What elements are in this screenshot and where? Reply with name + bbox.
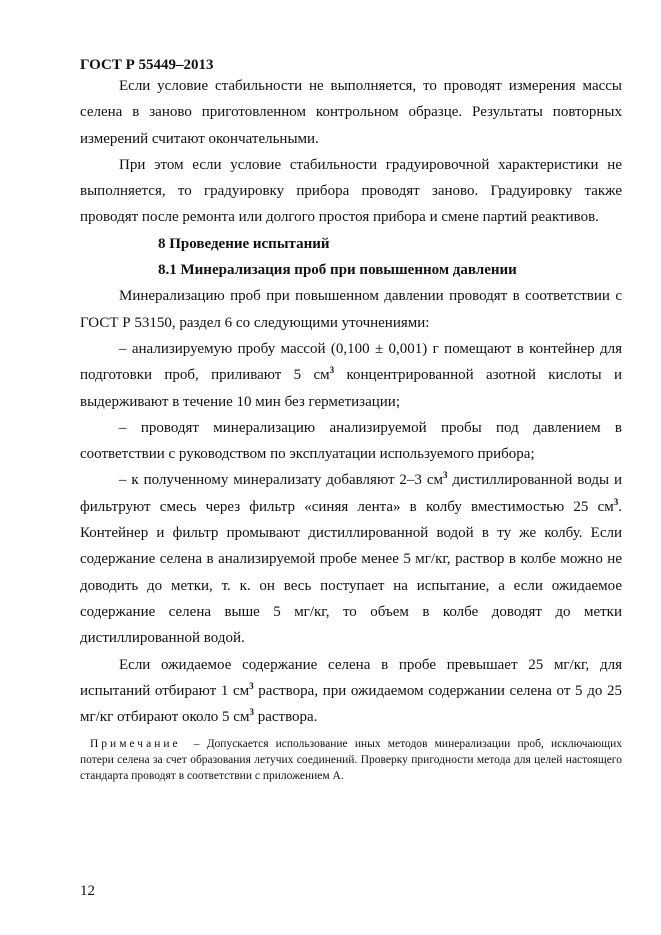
text-run: – к полученному минерализату добавляют 2–3 см	[119, 472, 443, 489]
list-item	[80, 336, 622, 415]
paragraph: При этом если условие стабильности градуировочной характеристики не выполняется, то градуировку прибора проводят заново. Градуировку также проводят после ремонта или долгого простоя прибора и смене партий реактивов.	[80, 156, 622, 226]
text-run: – анализируемую пробу массой (0,100 ± 0,001) г помещают в контейнер для подготовки проб, приливают 5 см	[80, 340, 622, 384]
document-body	[80, 73, 622, 784]
paragraph	[80, 652, 622, 731]
superscript: 3	[442, 470, 448, 481]
text-run: . Контейнер и фильтр промывают дистиллированной водой в ту же колбу. Если содержание селена в анализируемой пробе менее 5 мг/кг, раствор в колбе можно не доводить до метки, т. к. он весь поступает на испытание, а если ожидаемое содержание селена выше 5 мг/кг, то объем в колбе доводят до метки дистиллированной водой.	[80, 498, 622, 647]
section-heading: 8 Проведение испытаний	[158, 235, 330, 252]
text-run: концентрированной азотной кислоты и выдерживают в течение 10 мин без герметизации;	[80, 367, 622, 410]
note-text: – Допускается использование иных методов минерализации проб, исключающих потери селена за счет образования летучих соединений. Проверку пригодности метода для целей настоящего стандарта проводят в соответствии с приложением А.	[80, 738, 622, 783]
paragraph: Если условие стабильности не выполняется, то проводят измерения массы селена в заново приготовленном контрольном образце. Результаты повторных измерений считают окончательными.	[80, 78, 622, 147]
superscript: 3	[329, 365, 335, 376]
note	[80, 736, 622, 784]
superscript: 3	[249, 680, 254, 691]
subsection-heading: 8.1 Минерализация проб при повышенном давлении	[158, 262, 517, 279]
standard-header: ГОСТ Р 55449–2013	[80, 57, 214, 73]
text-run: Если ожидаемое содержание селена в пробе превышает 25 мг/кг, для испытаний отбирают 1 см	[80, 656, 622, 699]
list-item	[80, 467, 622, 651]
list-item: – проводят минерализацию анализируемой пробы под давлением в соответствии с руководством по эксплуатации используемого прибора;	[80, 419, 622, 463]
superscript: 3	[613, 496, 619, 507]
paragraph: Минерализацию проб при повышенном давлении проводят в соответствии с ГОСТ Р 53150, раздел 6 со следующими уточнениями:	[80, 288, 622, 331]
text-run: дистиллированной воды и фильтруют смесь через фильтр «синяя лента» в колбу вместимостью 25 см	[80, 472, 622, 515]
text-run: раствора, при ожидаемом содержании селена от 5 до 25 мг/кг отбирают около 5 см	[80, 682, 622, 726]
page-number: 12	[80, 883, 95, 899]
note-label: Примечание	[90, 738, 181, 751]
superscript: 3	[249, 707, 254, 718]
text-run: раствора.	[253, 709, 318, 726]
